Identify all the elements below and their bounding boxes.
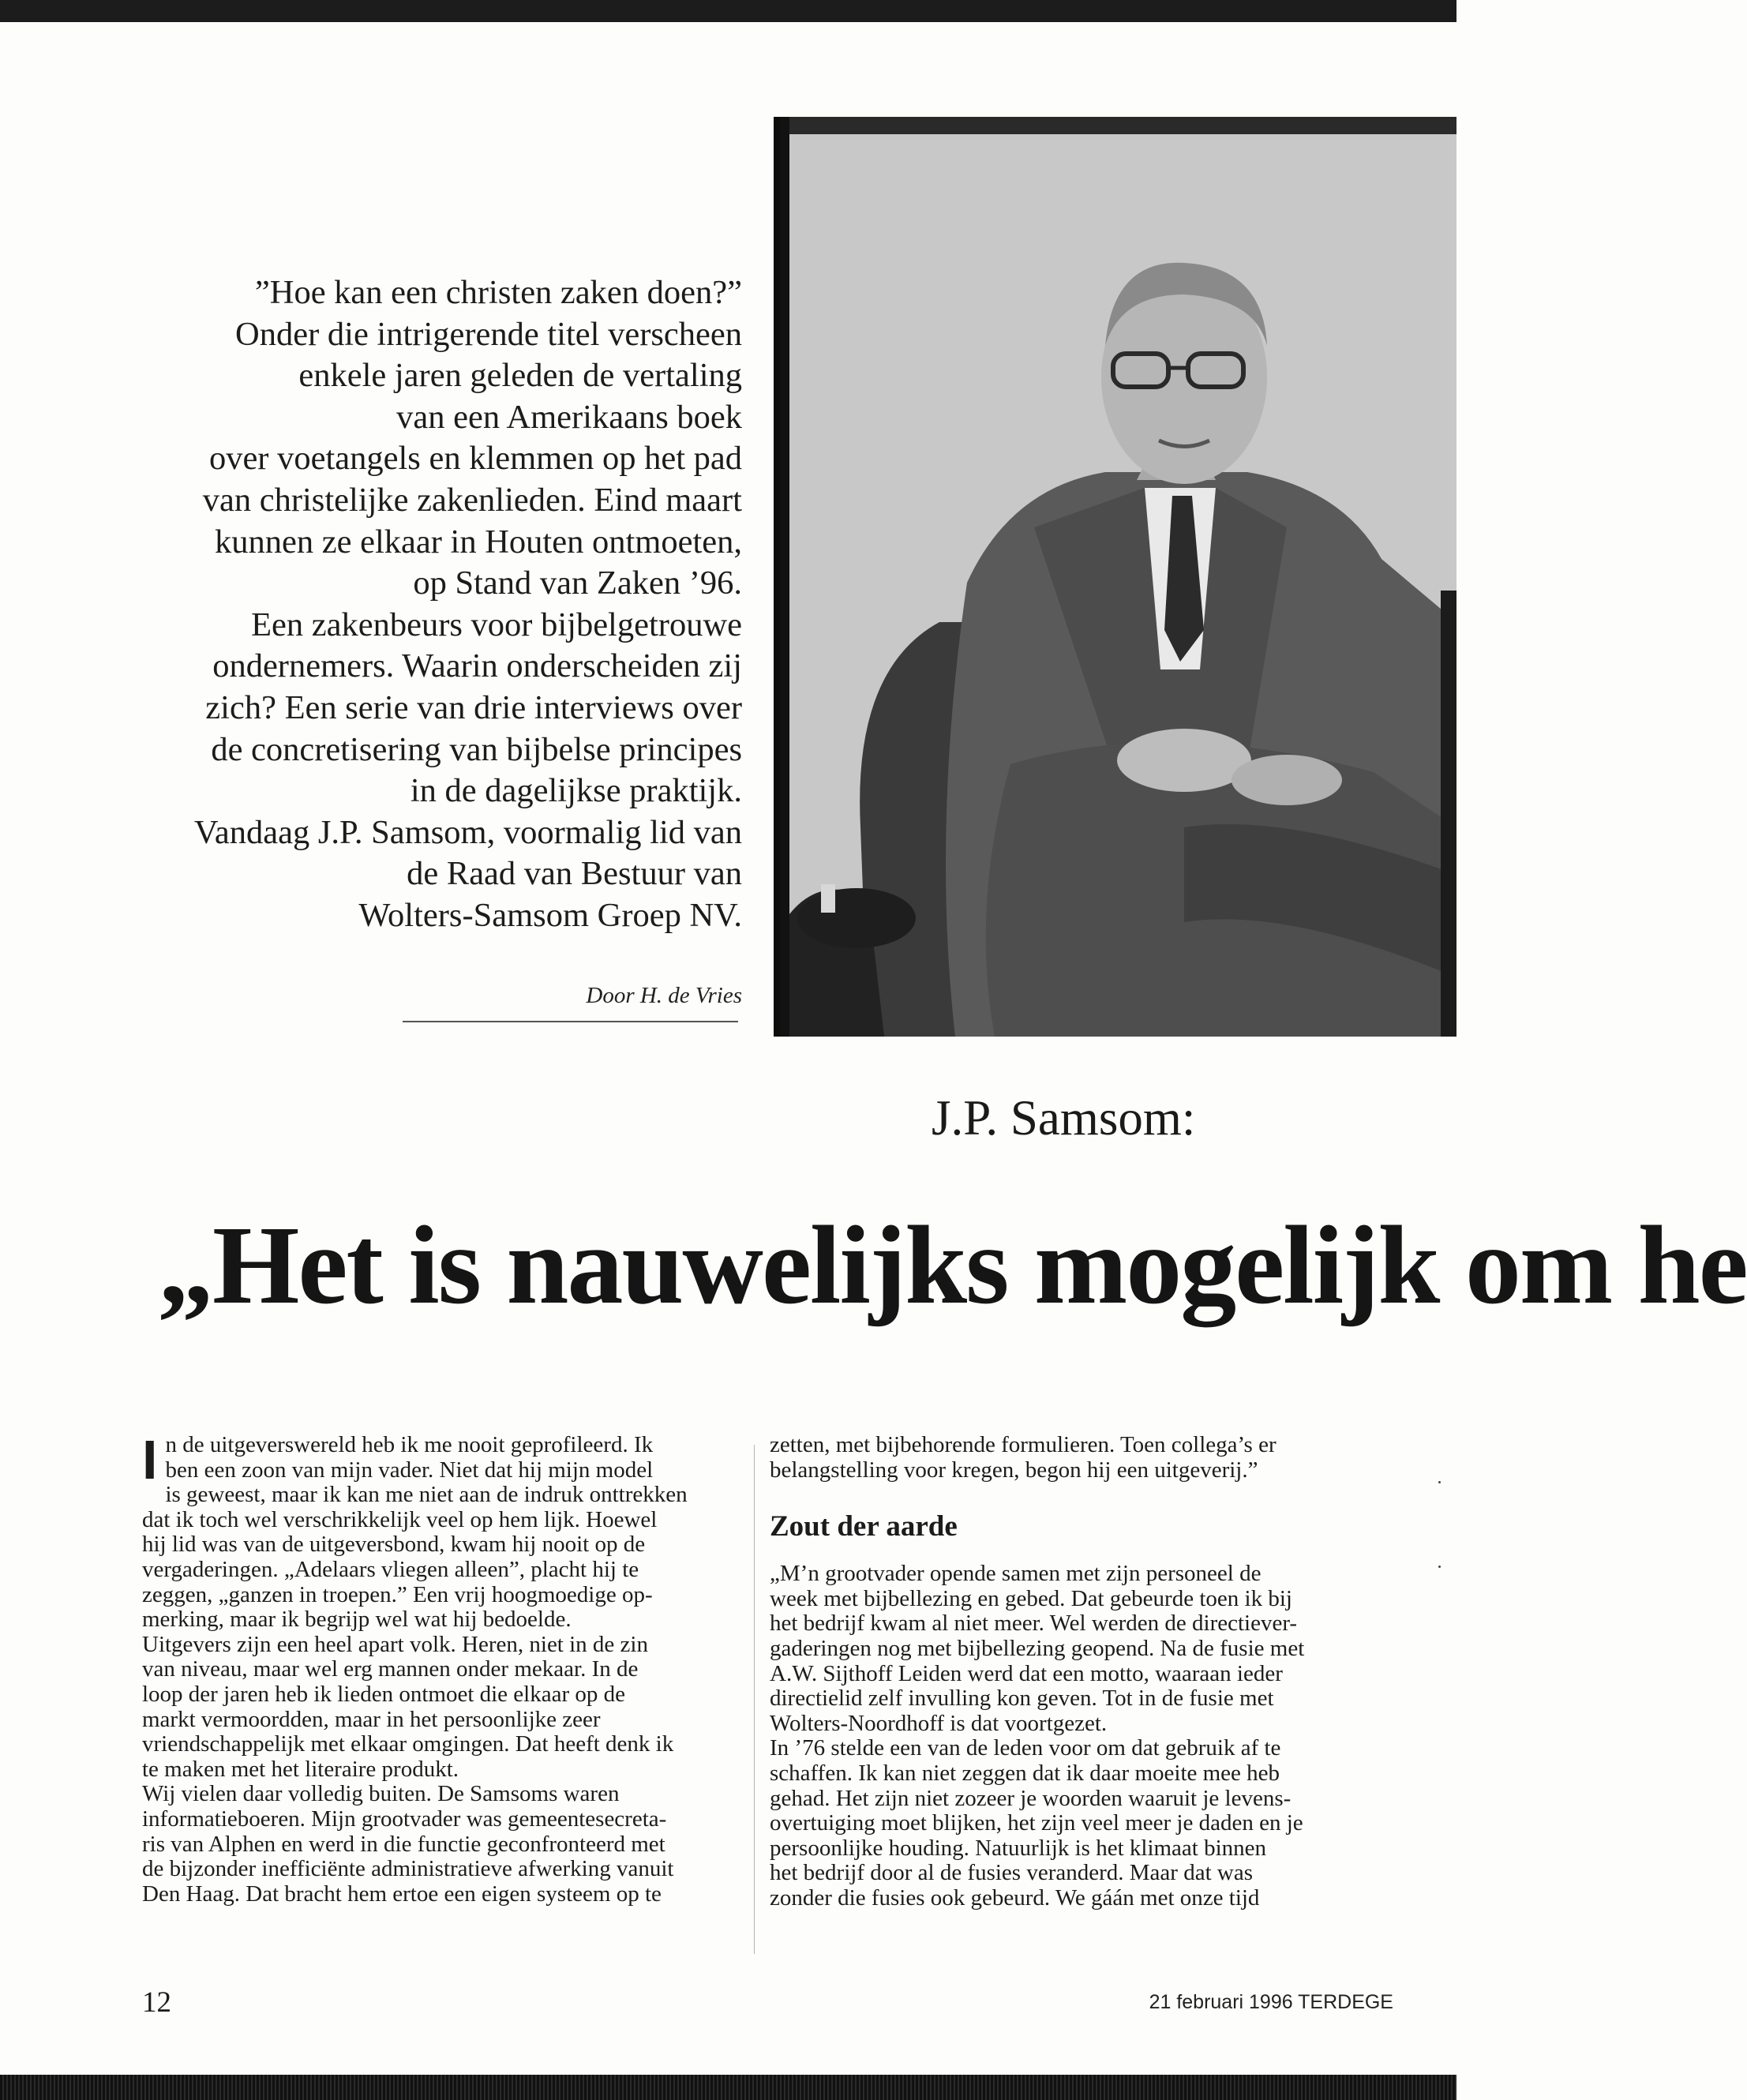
body-line: A.W. Sijthoff Leiden werd dat een motto, waaraan ieder	[770, 1660, 1283, 1686]
body-line: merking, maar ik begrijp wel wat hij bedoelde.	[142, 1607, 572, 1633]
issue-footer: 21 februari 1996 TERDEGE	[1149, 1991, 1393, 2013]
intro-line: Wolters-Samsom Groep NV.	[358, 896, 742, 934]
intro-line: de Raad van Bestuur van	[407, 855, 742, 893]
intro-line: enkele jaren geleden de vertaling	[298, 357, 742, 395]
body-line: In ’76 stelde een van de leden voor om dat gebruik af te	[770, 1735, 1281, 1761]
portrait-photo	[774, 117, 1456, 1037]
intro-line: zich? Een serie van drie interviews over	[205, 688, 742, 726]
scan-bottom-edge	[0, 2075, 1456, 2100]
body-line: loop der jaren heb ik lieden ontmoet die elkaar op de	[142, 1681, 626, 1707]
intro-line: Vandaag J.P. Samsom, voormalig lid van	[193, 813, 742, 851]
body-line: overtuiging moet blijken, het zijn veel meer je daden en je	[770, 1810, 1303, 1836]
body-line: gaderingen nog met bijbellezing geopend. Na de fusie met	[770, 1635, 1305, 1661]
body-line: „M’n grootvader opende samen met zijn personeel de	[770, 1561, 1262, 1587]
scan-top-edge	[0, 0, 1456, 22]
intro-text	[158, 272, 742, 937]
scan-speck	[1438, 1566, 1441, 1568]
body-line: vergaderingen. „Adelaars vliegen alleen”, placht hij te	[142, 1556, 639, 1582]
intro-line: van christelijke zakenlieden. Eind maart	[202, 481, 742, 519]
body-line: persoonlijke houding. Natuurlijk is het klimaat binnen	[770, 1835, 1267, 1861]
kicker: J.P. Samsom:	[932, 1090, 1196, 1146]
body-line: ris van Alphen en werd in die functie geconfronteerd met	[142, 1831, 665, 1857]
body-line: dat ik toch wel verschrikkelijk veel op hem lijk. Hoewel	[142, 1506, 658, 1532]
scan-speck	[1438, 1481, 1441, 1483]
body-line: van niveau, maar wel erg mannen onder mekaar. In de	[142, 1656, 639, 1682]
intro-line: over voetangels en klemmen op het pad	[208, 440, 742, 478]
intro-line: in de dagelijkse praktijk.	[410, 772, 742, 810]
body-line: informatieboeren. Mijn grootvader was gemeentesecreta-	[142, 1806, 667, 1832]
section-subhead: Zout der aarde	[770, 1510, 958, 1543]
byline: Door H. de Vries	[586, 983, 742, 1008]
body-line: zonder die fusies ook gebeurd. We gáán met onze tijd	[770, 1884, 1260, 1911]
body-line: week met bijbellezing en gebed. Dat gebeurde toen ik bij	[770, 1585, 1292, 1611]
body-line: Den Haag. Dat bracht hem ertoe een eigen systeem op te	[142, 1881, 662, 1907]
intro-line: Een zakenbeurs voor bijbelgetrouwe	[251, 606, 742, 643]
body-line: Wolters-Noordhoff is dat voortgezet.	[770, 1710, 1108, 1736]
intro-line: Onder die intrigerende titel verscheen	[235, 315, 742, 353]
article-column-left	[142, 1429, 710, 1907]
body-line: Uitgevers zijn een heel apart volk. Heren, niet in de zin	[142, 1631, 648, 1657]
page-number: 12	[142, 1986, 171, 2019]
body-line: vriendschappelijk met elkaar omgingen. Dat heeft denk ik	[142, 1731, 674, 1757]
body-line: zeggen, „ganzen in troepen.” Een vrij hoogmoedige op-	[142, 1581, 653, 1607]
body-line: het bedrijf door al de fusies veranderd. Maar dat was	[770, 1860, 1253, 1886]
body-line: hij lid was van de uitgeversbond, kwam hij nooit op de	[142, 1532, 646, 1558]
intro-line: de concretisering van bijbelse principes	[211, 730, 742, 768]
body-line: belangstelling voor kregen, begon hij een uitgeverij.”	[770, 1457, 1258, 1483]
intro-line: ”Hoe kan een christen zaken doen?”	[254, 274, 742, 311]
body-line: het bedrijf kwam al niet meer. Wel werden de directiever-	[770, 1611, 1298, 1637]
body-line: n de uitgeverswereld heb ik me nooit geprofileerd. Ik	[165, 1432, 654, 1457]
body-line: te maken met het literaire produkt.	[142, 1756, 459, 1782]
intro-line: op Stand van Zaken ’96.	[413, 564, 742, 602]
body-line: directielid zelf invulling kon geven. Tot in de fusie met	[770, 1686, 1274, 1712]
article-column-right	[770, 1433, 1338, 1911]
body-line: gehad. Het zijn niet zozeer je woorden waaruit je levens-	[770, 1785, 1292, 1811]
drop-cap: I	[142, 1429, 158, 1491]
headline: „Het is nauwelijks mogelijk om he	[158, 1202, 1747, 1327]
column-divider	[754, 1445, 755, 1954]
body-line: schaffen. Ik kan niet zeggen dat ik daar moeite mee heb	[770, 1760, 1280, 1786]
body-line: is geweest, maar ik kan me niet aan de indruk onttrekken	[165, 1482, 688, 1508]
intro-line: ondernemers. Waarin onderscheiden zij	[212, 647, 742, 685]
intro-line: van een Amerikaans boek	[396, 398, 742, 436]
byline-rule	[403, 1021, 738, 1022]
body-line: Wij vielen daar volledig buiten. De Samsoms waren	[142, 1781, 620, 1807]
body-line: de bijzonder inefficiënte administratieve afwerking vanuit	[142, 1856, 674, 1882]
body-line: ben een zoon van mijn vader. Niet dat hij mijn model	[165, 1457, 654, 1483]
intro-line: kunnen ze elkaar in Houten ontmoeten,	[215, 523, 742, 561]
body-line: markt vermoordden, maar in het persoonlijke zeer	[142, 1706, 601, 1732]
portrait-illustration	[774, 117, 1456, 1037]
body-line: zetten, met bijbehorende formulieren. Toen collega’s er	[770, 1432, 1277, 1457]
